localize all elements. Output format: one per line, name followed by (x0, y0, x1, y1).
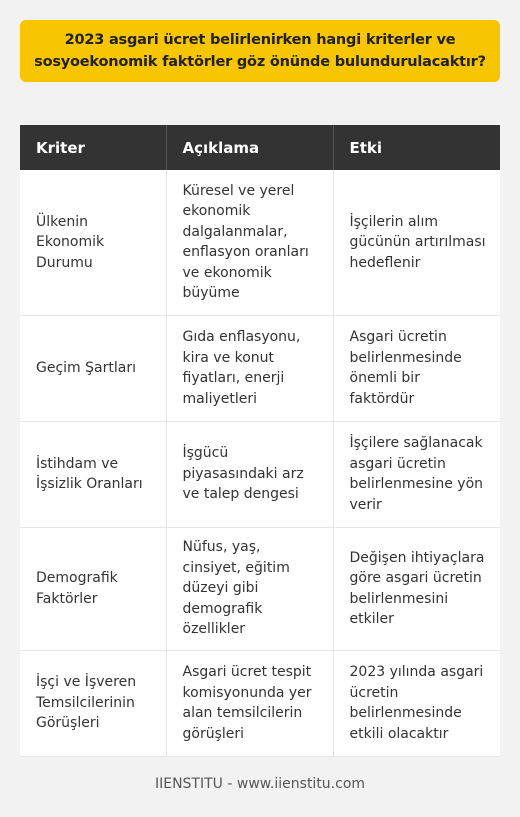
cell-effect: İşçilerin alım gücünün artırılması hedeflenir (333, 170, 500, 315)
criteria-table (20, 125, 500, 757)
cell-criterion: Geçim Şartları (20, 315, 166, 421)
page-title (34, 29, 486, 73)
title-line-2: sosyoekonomik faktörler göz önünde bulundurulacaktır? (34, 54, 486, 70)
cell-description: Asgari ücret tespit komisyonunda yer alan temsilcilerin görüşleri (166, 650, 333, 756)
cell-criterion: Demografik Faktörler (20, 527, 166, 650)
cell-description: Küresel ve yerel ekonomik dalgalanmalar, enflasyon oranları ve ekonomik büyüme (166, 170, 333, 315)
footer-credit: IIENSTITU - www.iienstitu.com (154, 776, 366, 792)
cell-description: Gıda enflasyonu, kira ve konut fiyatları, enerji maliyetleri (166, 315, 333, 421)
cell-effect: Asgari ücretin belirlenmesinde önemli bir faktördür (333, 315, 500, 421)
title-banner (20, 20, 500, 82)
cell-criterion: Ülkenin Ekonomik Durumu (20, 170, 166, 315)
table-row (20, 170, 500, 315)
cell-criterion: İşçi ve İşveren Temsilcilerinin Görüşleri (20, 650, 166, 756)
cell-description: İşgücü piyasasındaki arz ve talep dengesi (166, 421, 333, 527)
header-kriter: Kriter (20, 125, 166, 170)
header-aciklama: Açıklama (166, 125, 333, 170)
table-row (20, 315, 500, 421)
cell-effect: 2023 yılında asgari ücretin belirlenmesinde etkili olacaktır (333, 650, 500, 756)
table-header-row (20, 125, 500, 170)
cell-effect: İşçilere sağlanacak asgari ücretin belirlenmesine yön verir (333, 421, 500, 527)
table-row (20, 527, 500, 650)
header-etki: Etki (333, 125, 500, 170)
table-row (20, 650, 500, 756)
title-line-1: 2023 asgari ücret belirlenirken hangi kriterler ve (64, 32, 456, 48)
cell-description: Nüfus, yaş, cinsiyet, eğitim düzeyi gibi demografik özellikler (166, 527, 333, 650)
cell-effect: Değişen ihtiyaçlara göre asgari ücretin belirlenmesini etkiler (333, 527, 500, 650)
table-row (20, 421, 500, 527)
cell-criterion: İstihdam ve İşsizlik Oranları (20, 421, 166, 527)
